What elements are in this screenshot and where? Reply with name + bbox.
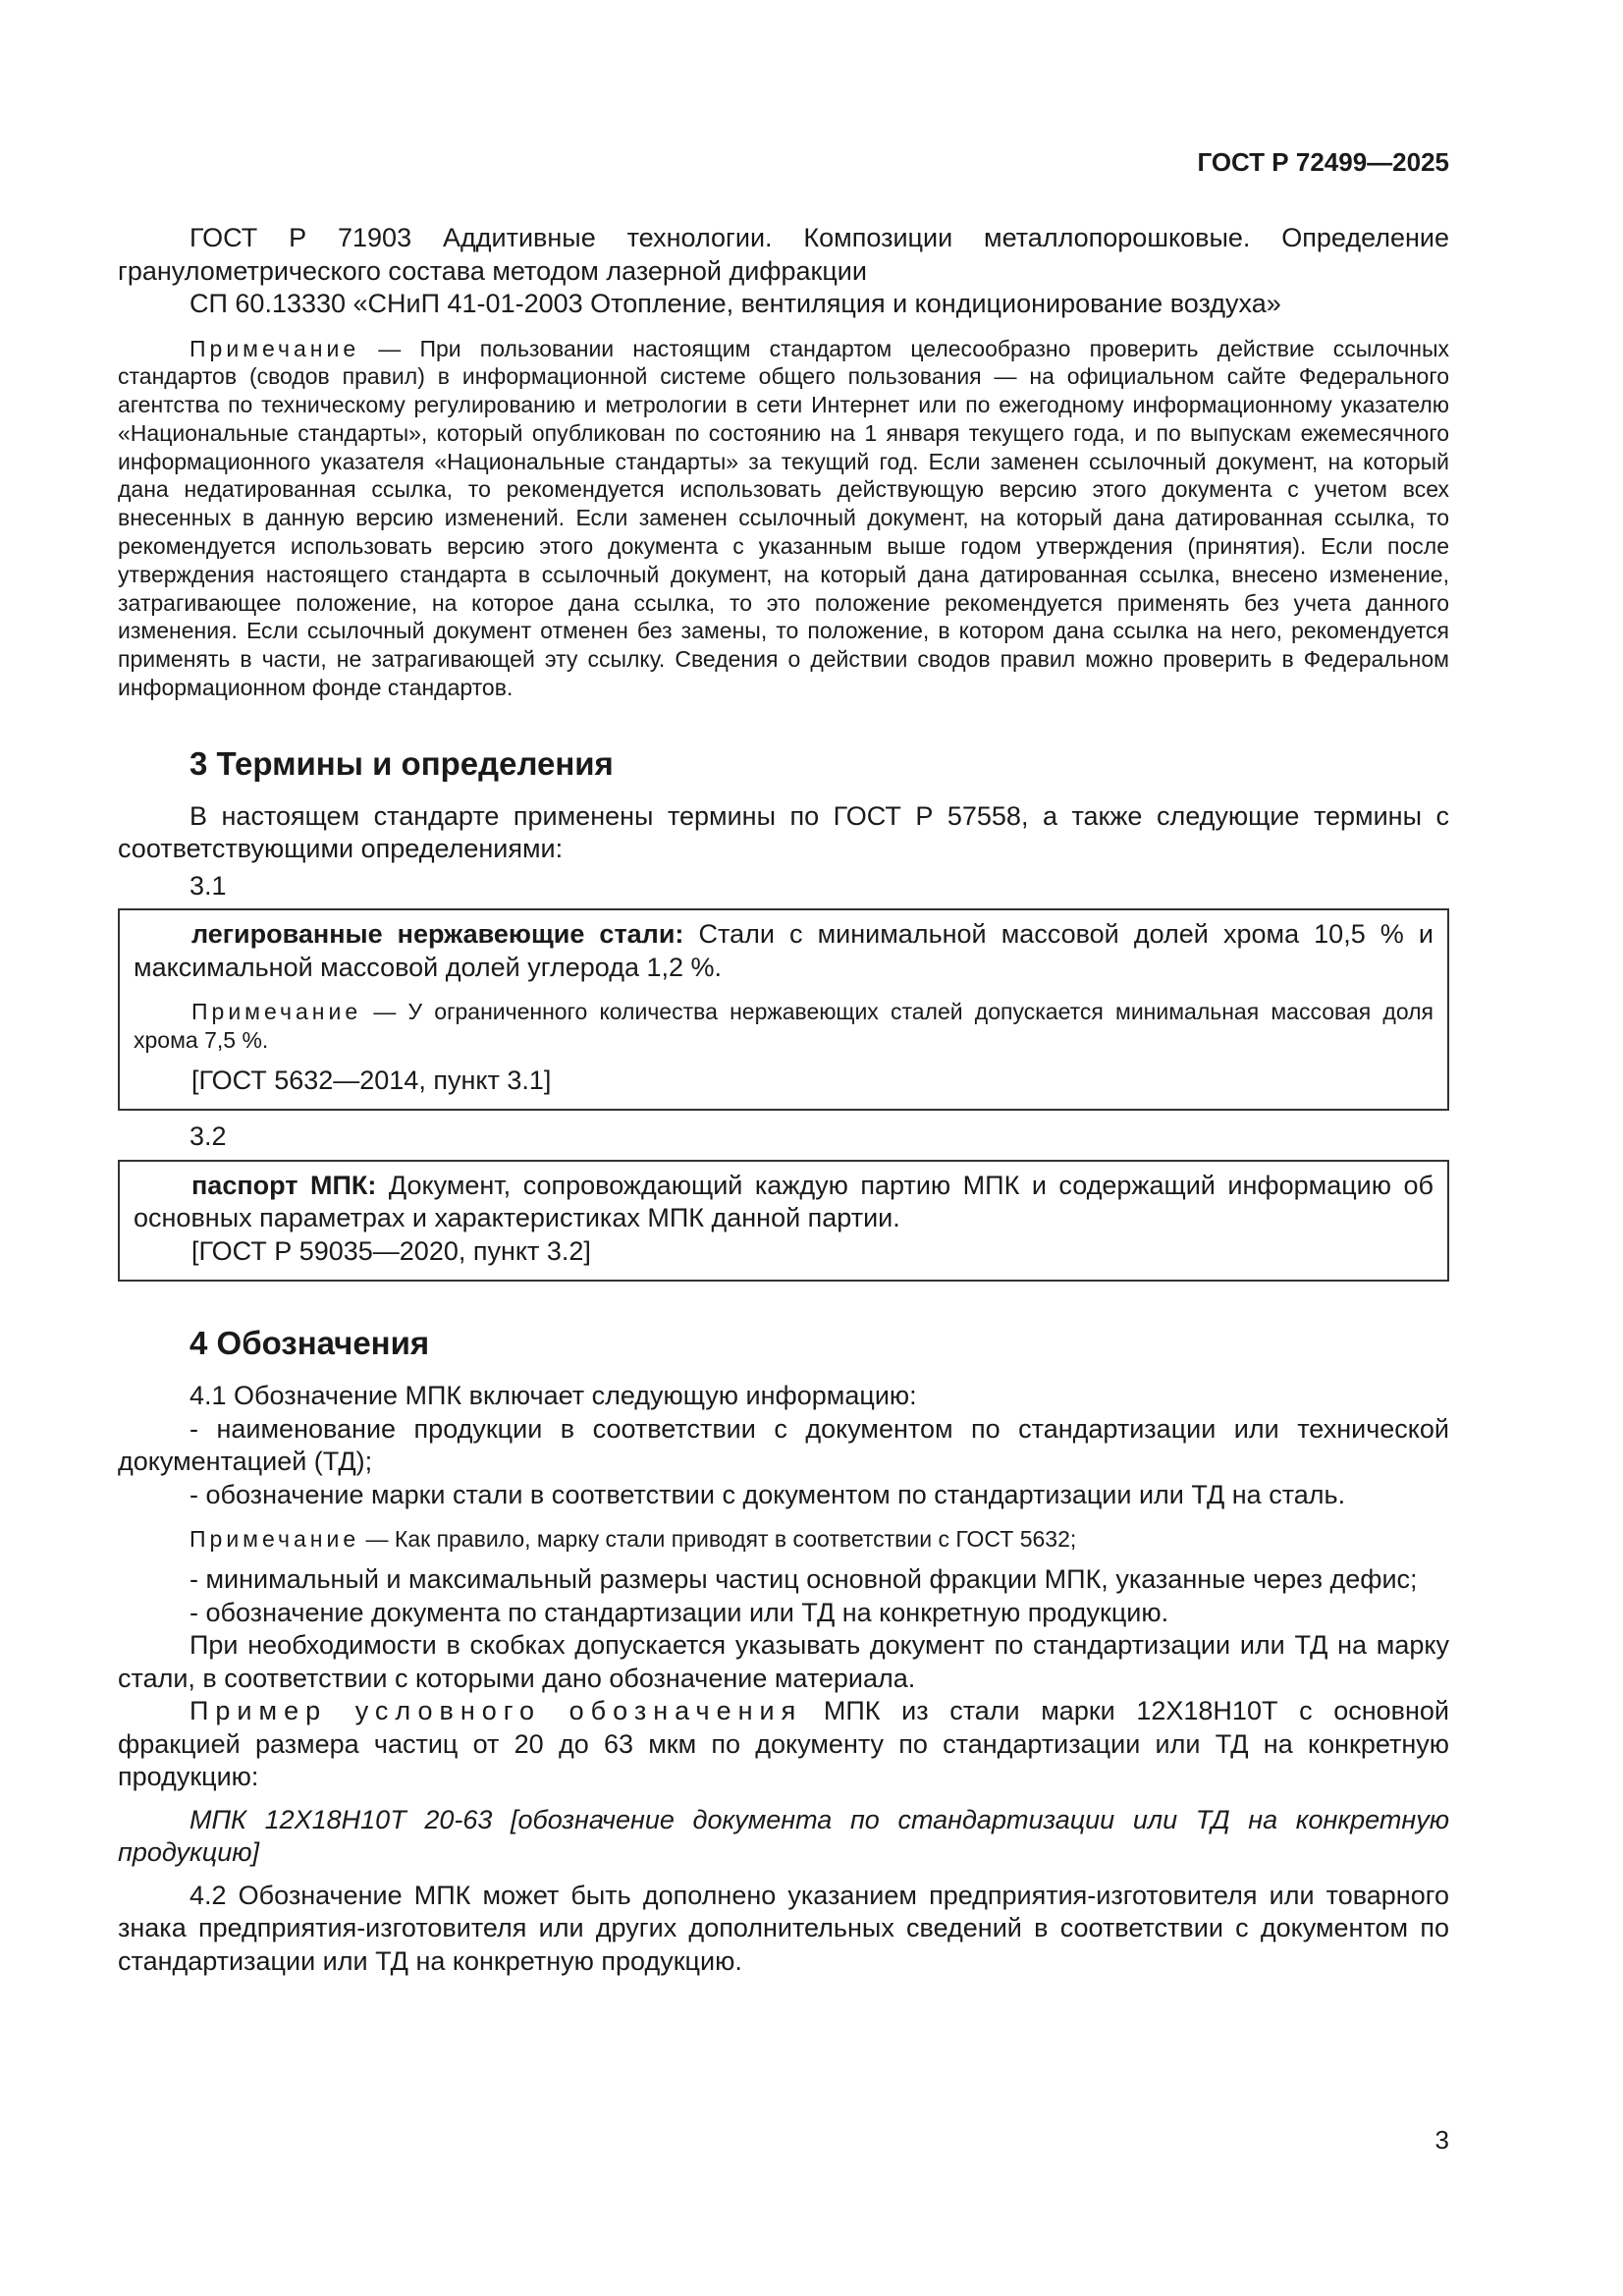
example-text: МПК из стали марки 12Х18Н10Т с основной фракцией размера частиц от 20 до 63 мкм по документу по стандартизации или ТД на конкретную продукцию:: [118, 1696, 1449, 1792]
term-number: 3.2: [189, 1121, 227, 1152]
term-definition-text: Документ, сопровождающий каждую партию МПК и содержащий информацию об основных параметрах и характеристиках МПК данной партии.: [134, 1170, 1434, 1233]
section-4-heading: 4 Обозначения: [189, 1325, 430, 1362]
reference-gost-71903: ГОСТ Р 71903 Аддитивные технологии. Композиции металлопорошковые. Определение гранулометрического состава методом лазерной дифракции: [118, 223, 1449, 286]
list-item: - наименование продукции в соответствии с документом по стандартизации или технической документацией (ТД);: [118, 1413, 1449, 1477]
note-label: Примечание: [191, 999, 362, 1025]
list-item: - минимальный и максимальный размеры частиц основной фракции МПК, указанные через дефис;: [189, 1564, 1418, 1595]
note-text: — Как правило, марку стали приводят в соответствии с ГОСТ 5632;: [359, 1526, 1077, 1553]
note-text: — При пользовании настоящим стандартом целесообразно проверить действие ссылочных стандартов (сводов правил) в информационной системе общего пользования — на официальном сайте Федерального агентства по техническому регулированию и метрологии в сети Интернет или по ежегодному информационному указателю «Национальные стандарты», который опубликован по состоянию на 1 января текущего года, и по выпускам ежемесячного информационного указателя «Национальные стандарты» за текущий год. Если заменен ссылочный документ, на который дана недатированная ссылка, то рекомендуется использовать действующую версию этого документа с учетом всех внесенных в данную версию изменений. Если заменен ссылочный документ, на который дана датированная ссылка, то рекомендуется использовать версию этого документа с указанным выше годом утверждения (принятия). Если после утверждения настоящего стандарта в ссылочный документ, на который дана датированная ссылка, внесено изменение, затрагивающее положение, на которое дана ссылка, то это положение рекомендуется применять без учета данного изменения. Если ссылочный документ отменен без замены, то положение, в котором дана ссылка на него, рекомендуется применять в части, не затрагивающей эту ссылку. Сведения о действии сводов правил можно проверить в Федеральном информационном фонде стандартов.: [118, 335, 1449, 701]
reference-sp-60: СП 60.13330 «СНиП 41-01-2003 Отопление, вентиляция и кондиционирование воздуха»: [189, 289, 1281, 318]
section-3-intro: В настоящем стандарте применены термины по ГОСТ Р 57558, а также следующие термины с соответствующими определениями:: [118, 800, 1449, 864]
term-note: [134, 998, 1434, 1055]
section-3-heading: 3 Термины и определения: [189, 744, 614, 782]
note-label: Примечание: [189, 1526, 360, 1553]
term-source: [ГОСТ Р 59035—2020, пункт 3.2]: [191, 1235, 591, 1266]
list-item: - обозначение документа по стандартизации или ТД на конкретную продукцию.: [189, 1597, 1169, 1627]
designation-note: [118, 1525, 1449, 1554]
note-text: — У ограниченного количества нержавеющих сталей допускается минимальная массовая доля хрома 7,5 %.: [134, 999, 1434, 1054]
example-intro: [118, 1695, 1449, 1794]
paragraph-4-2: 4.2 Обозначение МПК может быть дополнено указанием предприятия-изготовителя или товарного знака предприятия-изготовителя или других дополнительных сведений в соответствии с документом по стандартизации или ТД на конкретную продукцию.: [118, 1880, 1449, 1976]
term-definition: [134, 918, 1434, 984]
document-header: ГОСТ Р 72499—2025: [1197, 147, 1449, 177]
term-box: [118, 1160, 1449, 1283]
term-number: 3.1: [189, 870, 227, 901]
term-definition-text: Стали с минимальной массовой долей хрома 10,5 % и максимальной массовой долей углерода 1,2 %.: [134, 919, 1434, 982]
example-label: Пример условного обозначения: [189, 1696, 803, 1726]
references-note: [118, 335, 1449, 702]
paragraph-4-1: 4.1 Обозначение МПК включает следующую информацию:: [189, 1381, 917, 1411]
term-name: паспорт МПК:: [191, 1170, 377, 1200]
note-label: Примечание: [189, 335, 360, 361]
example-designation: МПК 12Х18Н10Т 20-63 [обозначение документа по стандартизации или ТД на конкретную продукцию]: [118, 1804, 1449, 1868]
document-body: [118, 222, 1449, 1978]
paragraph-brackets: При необходимости в скобках допускается указывать документ по стандартизации или ТД на марку стали, в соответствии с которыми дано обозначение материала.: [118, 1630, 1449, 1693]
page-number: 3: [1434, 2125, 1449, 2155]
list-item: - обозначение марки стали в соответствии с документом по стандартизации или ТД на сталь.: [189, 1479, 1346, 1509]
term-definition: [134, 1170, 1434, 1235]
term-source: [ГОСТ 5632—2014, пункт 3.1]: [191, 1065, 552, 1095]
term-box: [118, 908, 1449, 1111]
term-name: легированные нержавеющие стали:: [191, 919, 684, 950]
